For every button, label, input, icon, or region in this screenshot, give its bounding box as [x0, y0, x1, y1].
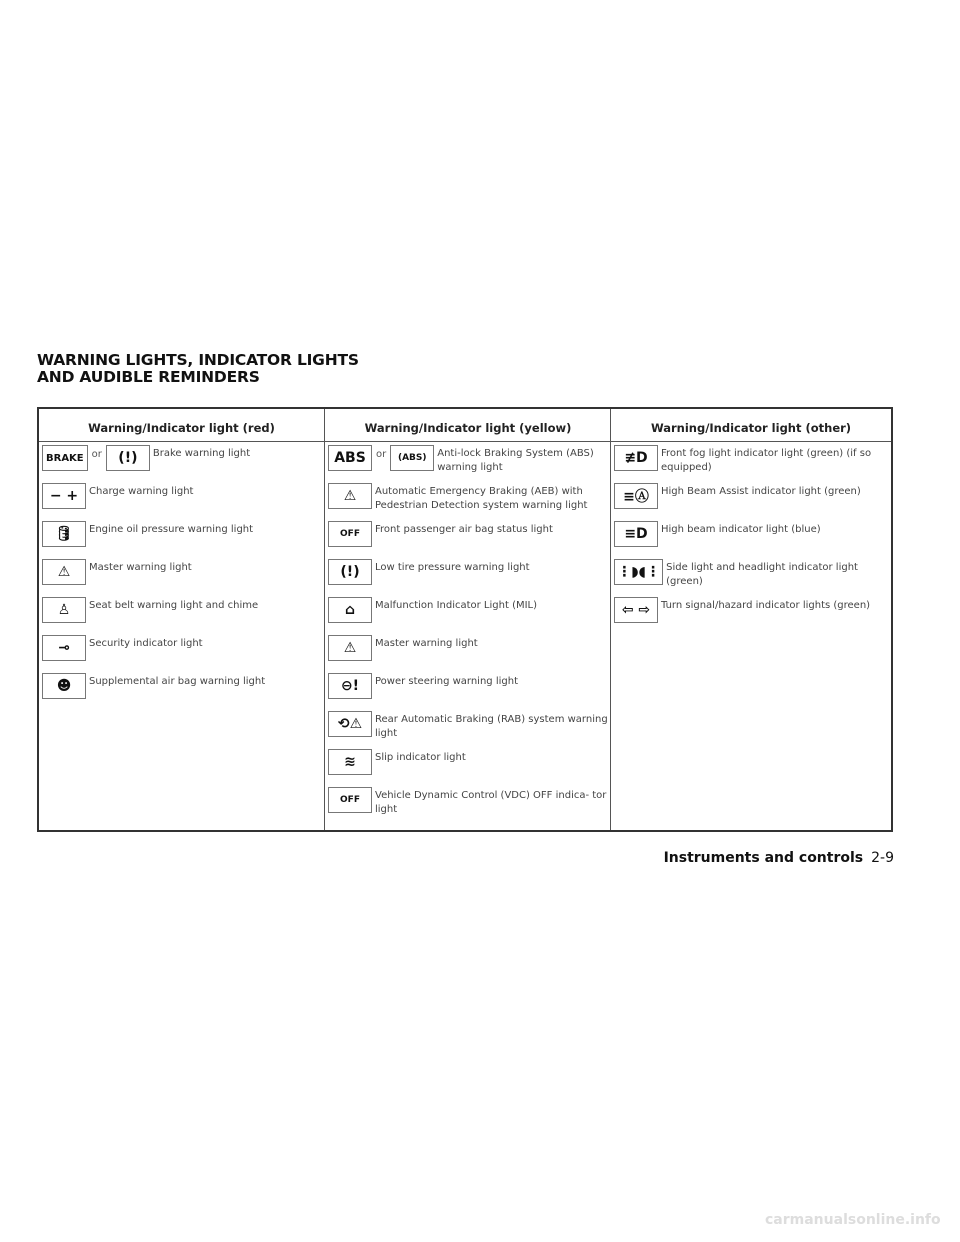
- light-description: Seat belt warning light and chime: [89, 600, 259, 611]
- light-description: Turn signal/hazard indicator lights (green): [661, 600, 871, 611]
- light-description: High Beam Assist indicator light (green): [661, 486, 861, 497]
- warning-light-icon: ABS: [328, 445, 372, 471]
- table-row: [328, 595, 609, 631]
- side-light-icon: ⋮◗◖⋮: [614, 559, 663, 585]
- passenger-airbag-off-icon: OFF: [328, 521, 372, 547]
- title-line-1: WARNING LIGHTS, INDICATOR LIGHTS: [37, 351, 359, 369]
- table-row: [614, 519, 889, 555]
- table-row: [614, 443, 889, 479]
- table-row: [328, 671, 609, 707]
- light-description: Front fog light indicator light (green) (if so equipped): [661, 448, 872, 473]
- light-description: Master warning light: [375, 638, 478, 649]
- table-row: [328, 481, 609, 517]
- light-description: High beam indicator light (blue): [661, 524, 821, 535]
- column-other: [610, 409, 891, 830]
- rab-icon: ⟲⚠: [328, 711, 372, 737]
- airbag-icon: ☻: [42, 673, 86, 699]
- table-row: [328, 519, 609, 555]
- light-description: Engine oil pressure warning light: [89, 524, 254, 535]
- or-text: or: [91, 449, 102, 460]
- table-row: [42, 633, 322, 669]
- seatbelt-icon: ♙: [42, 597, 86, 623]
- aeb-icon: ⚠: [328, 483, 372, 509]
- warning-light-icon: (!): [328, 559, 372, 585]
- warning-light-icon: − +: [42, 483, 86, 509]
- table-row: [328, 443, 609, 479]
- page-number: 2-9: [871, 850, 894, 866]
- page-footer: [664, 850, 894, 866]
- light-description: Automatic Emergency Braking (AEB) with Pedestrian Detection system warning light: [375, 486, 588, 511]
- or-text: or: [376, 449, 387, 460]
- vdc-off-icon: OFF: [328, 787, 372, 813]
- light-description: Side light and headlight indicator light (green): [666, 562, 858, 587]
- light-description: Charge warning light: [89, 486, 194, 497]
- title-line-2: AND AUDIBLE REMINDERS: [37, 368, 260, 386]
- watermark: carmanualsonline.info: [765, 1212, 941, 1228]
- column-yellow: [324, 409, 611, 830]
- table-row: [614, 557, 889, 593]
- table-row: [42, 557, 322, 593]
- table-row: [614, 595, 889, 631]
- light-description: Power steering warning light: [375, 676, 518, 687]
- table-row: [42, 671, 322, 707]
- steering-warning-icon: ⊖!: [328, 673, 372, 699]
- oil-can-icon: 🛢: [42, 521, 86, 547]
- light-description: Anti-lock Braking System (ABS) warning light: [437, 448, 594, 473]
- table-row: [614, 481, 889, 517]
- chapter-name: Instruments and controls: [663, 850, 864, 866]
- light-description: Slip indicator light: [375, 752, 466, 763]
- table-row: [42, 443, 322, 479]
- table-row: [328, 633, 609, 669]
- table-row: [42, 481, 322, 517]
- high-beam-icon: ≡D: [614, 521, 658, 547]
- warning-light-icon: ⚠: [328, 635, 372, 661]
- light-description: Supplemental air bag warning light: [89, 676, 266, 687]
- light-description: Malfunction Indicator Light (MIL): [375, 600, 538, 611]
- fog-light-icon: ≢D: [614, 445, 658, 471]
- light-description: Security indicator light: [89, 638, 203, 649]
- section-title: [37, 352, 359, 386]
- light-description: Front passenger air bag status light: [375, 524, 553, 535]
- column-header: Warning/Indicator light (yellow): [325, 409, 611, 442]
- table-row: [328, 747, 609, 783]
- warning-light-icon: (!): [106, 445, 150, 471]
- table-row: [328, 557, 609, 593]
- slip-icon: ≋: [328, 749, 372, 775]
- warning-light-icon: ⚠: [42, 559, 86, 585]
- table-row: [328, 709, 609, 745]
- light-description: Vehicle Dynamic Control (VDC) OFF indica- tor light: [375, 790, 607, 815]
- turn-signal-icon: ⇦ ⇨: [614, 597, 658, 623]
- high-beam-assist-icon: ≡Ⓐ: [614, 483, 658, 509]
- warning-light-icon: BRAKE: [42, 445, 88, 471]
- light-description: Low tire pressure warning light: [375, 562, 530, 573]
- table-row: [328, 785, 609, 821]
- table-row: [42, 595, 322, 631]
- warning-light-icon: (ABS): [390, 445, 434, 471]
- light-description: Master warning light: [89, 562, 192, 573]
- engine-icon: ⌂: [328, 597, 372, 623]
- column-red: [39, 409, 324, 830]
- column-header: Warning/Indicator light (red): [39, 409, 324, 442]
- security-car-key-icon: ⊸: [42, 635, 86, 661]
- column-header: Warning/Indicator light (other): [611, 409, 891, 442]
- table-row: [42, 519, 322, 555]
- warning-lights-table: [37, 407, 893, 832]
- light-description: Brake warning light: [152, 448, 251, 459]
- light-description: Rear Automatic Braking (RAB) system warning light: [375, 714, 608, 739]
